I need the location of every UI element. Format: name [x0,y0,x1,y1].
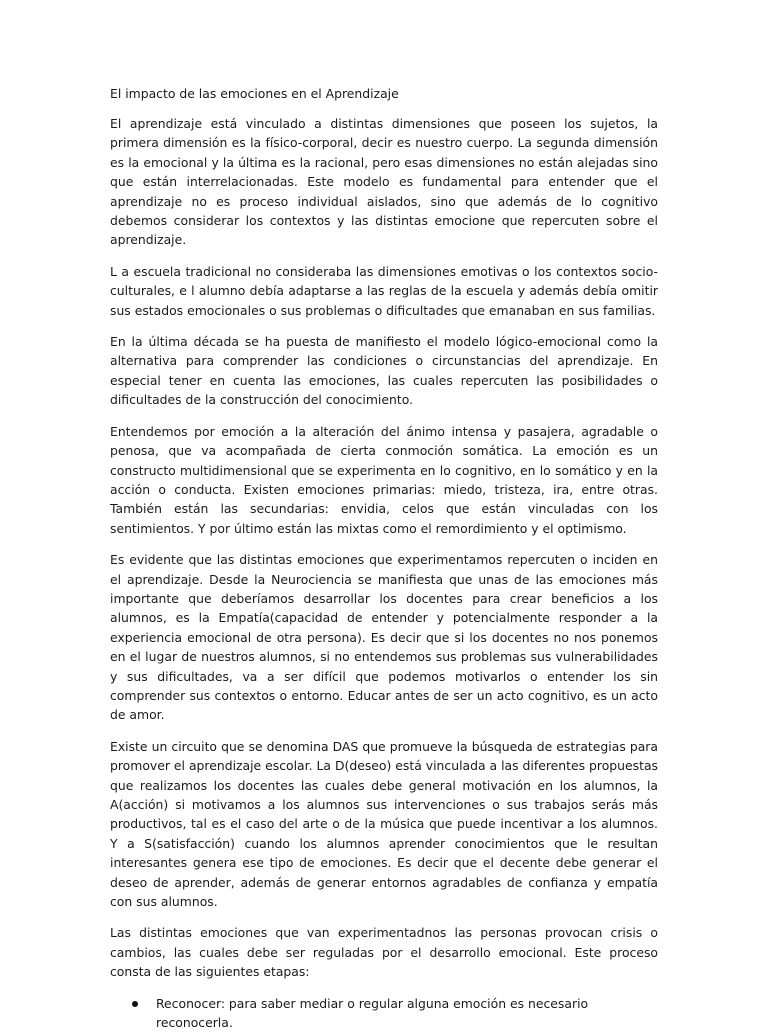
paragraph-6: Existe un circuito que se denomina DAS que promueve la búsqueda de estrategias para promover el aprendizaje escolar. La D(deseo) está vinculada a las diferentes propuestas que realizamos los docentes las cuales debe general motivación en los alumnos, la A(acción) si motivamos a los alumnos sus intervenciones o sus trabajos serás más productivos, tal es el caso del arte o de la música que puede incentivar a los alumnos. Y a S(satisfacción) cuando los alumnos aprender conocimientos que le resultan interesantes genera ese tipo de emociones. Es decir que el decente debe generar el deseo de aprender, además de generar entornos agradables de confianza y empatía con sus alumnos. [110,738,658,910]
list-item [110,994,658,1032]
document-page [110,84,658,1032]
bullet-list [110,994,658,1032]
document-title: El impacto de las emociones en el Aprendizaje [110,86,399,101]
paragraph-1: El aprendizaje está vinculado a distintas dimensiones que poseen los sujetos, la primera dimensión es la físico-corporal, decir es nuestro cuerpo. La segunda dimensión es la emocional y la última es la racional, pero esas dimensiones no están alejadas sino que están interrelacionadas. Este modelo es fundamental para entender que el aprendizaje no es proceso individual aislados, sino que además de lo cognitivo debemos considerar los contextos y las distintas emocione que repercuten sobre el aprendizaje. [110,116,658,248]
paragraph-5: Es evidente que las distintas emociones que experimentamos repercuten o inciden en el aprendizaje. Desde la Neurociencia se manifiesta que unas de las emociones más importante que deberíamos desarrollar los docentes para crear beneficios a los alumnos, es la Empatía(capacidad de entender y potencialmente responder a la experiencia emocional de otra persona). Es decir que si los docentes no nos ponemos en el lugar de nuestros alumnos, si no entendemos sus problemas sus vulnerabilidades y sus dificultades, va a ser difícil que podemos motivarlos o entender los sin comprender sus contextos o entorno. Educar antes de ser un acto cognitivo, es un acto de amor. [110,552,658,723]
paragraph-2: L a escuela tradicional no consideraba las dimensiones emotivas o los contextos socio-culturales, e l alumno debía adaptarse a las reglas de la escuela y además debía omitir sus estados emocionales o sus problemas o dificultades que emanaban en sus familias. [110,263,658,318]
paragraph-3: En la última década se ha puesta de manifiesto el modelo lógico-emocional como la alternativa para comprender las condiciones o circunstancias del aprendizaje. En especial tener en cuenta las emociones, las cuales repercuten las posibilidades o dificultades de la construcción del conocimiento. [110,334,658,408]
paragraph-4: Entendemos por emoción a la alteración del ánimo intensa y pasajera, agradable o penosa, que va acompañada de cierta conmoción somática. La emoción es un constructo multidimensional que se experimenta en lo cognitivo, en lo somático y en la acción o conducta. Existen emociones primarias: miedo, tristeza, ira, entre otras. También están las secundarias: envidia, celos que están vinculadas con los sentimientos. Y por último están las mixtas como el remordimiento y el optimismo. [110,423,658,536]
bullet-text: Reconocer: para saber mediar o regular alguna emoción es necesario reconocerla. [156,995,589,1031]
bullet-icon [132,1001,138,1007]
paragraph-7: Las distintas emociones que van experimentadnos las personas provocan crisis o cambios, las cuales debe ser reguladas por el desarrollo emocional. Este proceso consta de las siguientes etapas: [110,925,658,980]
